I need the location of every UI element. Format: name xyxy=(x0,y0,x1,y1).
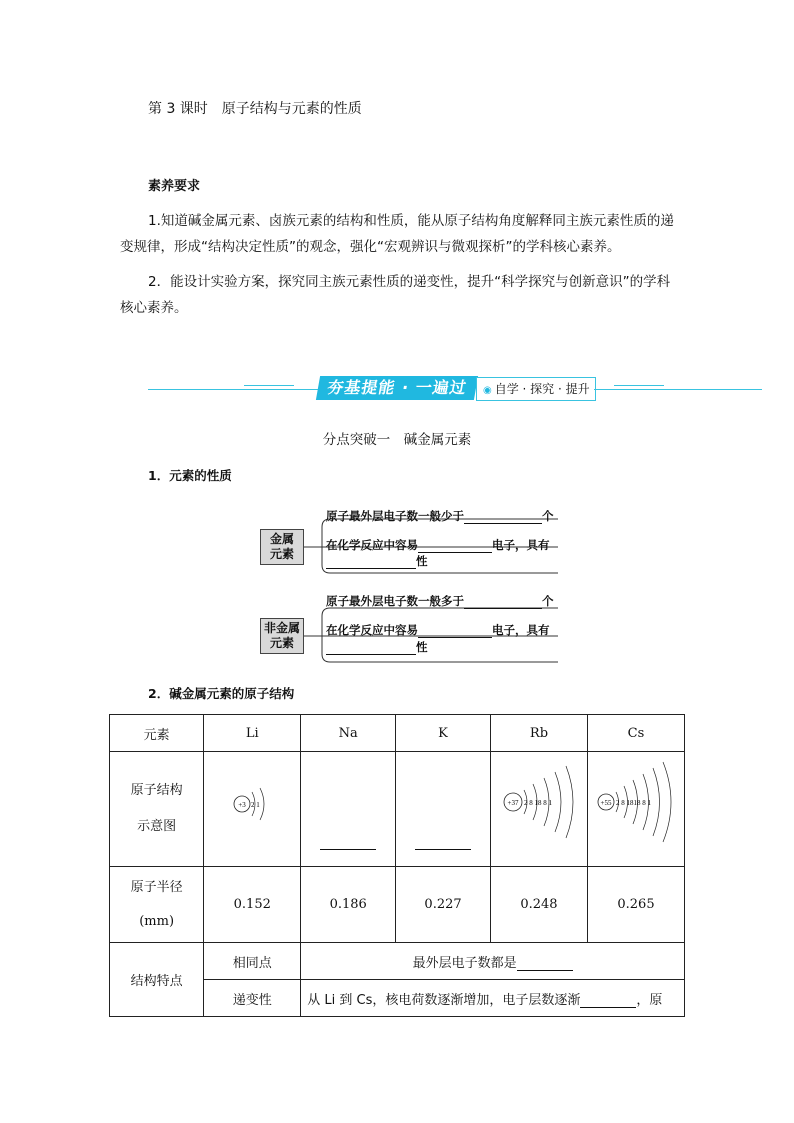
metal-line1-suffix: 个 xyxy=(542,509,554,523)
subheading-properties: 1．元素的性质 xyxy=(148,468,232,483)
structure-label xyxy=(110,752,204,867)
requirement-item-1: 1.知道碱金属元素、卤族元素的结构和性质，能从原子结构角度解释同主族元素性质的递变规律，形成“结构决定性质”的观念，强化“宏观辨识与微观探析”的学科核心素养。 xyxy=(120,213,674,255)
metal-element-box xyxy=(260,529,304,565)
header-li: Li xyxy=(204,715,301,752)
answer-blank[interactable] xyxy=(326,642,416,655)
trend-text-1: 从 Li 到 Cs，核电荷数逐渐增加，电子层数逐渐 xyxy=(307,992,581,1008)
same-text-cell xyxy=(301,943,685,980)
header-rb: Rb xyxy=(490,715,587,752)
banner-main-label: 夯基提能 · 一遍过 xyxy=(316,376,478,400)
metal-line-2 xyxy=(326,537,550,553)
metal-line-3 xyxy=(326,553,428,569)
li-atom-diagram xyxy=(204,752,300,862)
answer-blank[interactable] xyxy=(580,993,636,1008)
metal-line2-prefix: 在化学反应中容易 xyxy=(326,538,418,552)
answer-blank[interactable] xyxy=(326,556,416,569)
banner-sub-box xyxy=(476,377,596,401)
banner-sub-label: 自学 · 探究 · 提升 xyxy=(494,382,590,396)
table-row-same xyxy=(110,943,685,980)
nonmetal-line-2 xyxy=(326,622,550,638)
trend-text-cell xyxy=(301,980,685,1017)
answer-blank[interactable] xyxy=(418,625,492,638)
table-row-structure xyxy=(110,752,685,867)
metal-line-1 xyxy=(326,508,554,524)
radius-label-line1: 原子半径 xyxy=(130,879,183,895)
same-text: 最外层电子数都是 xyxy=(412,955,517,971)
header-na: Na xyxy=(301,715,396,752)
structure-label-line1: 原子结构 xyxy=(130,783,183,798)
header-element: 元素 xyxy=(110,715,204,752)
requirement-item-2: 2．能设计实验方案，探究同主族元素性质的递变性，提升“科学探究与创新意识”的学科核心素养。 xyxy=(120,274,671,316)
metal-line1-prefix: 原子最外层电子数一般少于 xyxy=(326,509,464,523)
rb-nucleus: +37 xyxy=(507,799,519,807)
alkali-structure-table xyxy=(109,714,685,1017)
nonmetal-label-line1: 非金属 xyxy=(263,621,300,635)
nonmetal-element-box xyxy=(260,618,304,654)
rb-atom-diagram xyxy=(491,752,587,862)
rb-shells: 2 8 18 8 1 xyxy=(523,799,552,807)
li-diagram-cell xyxy=(204,752,301,867)
trend-label: 递变性 xyxy=(204,980,301,1017)
radius-k: 0.227 xyxy=(396,867,491,943)
header-k: K xyxy=(396,715,491,752)
subheading-atomic-structure: 2．碱金属元素的原子结构 xyxy=(148,686,295,701)
li-shells: 2 1 xyxy=(251,801,260,809)
table-header-row xyxy=(110,715,685,752)
radius-label xyxy=(110,867,204,943)
radius-li: 0.152 xyxy=(204,867,301,943)
radius-label-line2: (mm) xyxy=(139,913,175,929)
nonmetal-line-1 xyxy=(326,593,554,609)
answer-blank[interactable] xyxy=(320,835,376,850)
answer-blank[interactable] xyxy=(418,540,492,553)
requirements-heading: 素养要求 xyxy=(148,179,201,194)
radius-na: 0.186 xyxy=(301,867,396,943)
banner-right-accent xyxy=(614,385,664,386)
banner-left-line xyxy=(148,389,318,390)
rb-diagram-cell xyxy=(490,752,587,867)
cs-diagram-cell xyxy=(587,752,684,867)
lesson-title: 第 3 课时 原子结构与元素的性质 xyxy=(148,101,362,117)
nonmetal-line1-suffix: 个 xyxy=(542,594,554,608)
nonmetal-line3-suffix: 性 xyxy=(416,640,428,654)
li-nucleus: +3 xyxy=(238,801,246,809)
answer-blank[interactable] xyxy=(464,511,542,524)
na-diagram-cell xyxy=(301,752,396,867)
table-row-radius xyxy=(110,867,685,943)
nonmetal-line1-prefix: 原子最外层电子数一般多于 xyxy=(326,594,464,608)
section-title: 分点突破一 碱金属元素 xyxy=(322,432,472,448)
banner-left-accent xyxy=(244,385,294,386)
nonmetal-line-3 xyxy=(326,639,428,655)
answer-blank[interactable] xyxy=(517,956,573,971)
same-label: 相同点 xyxy=(204,943,301,980)
radius-rb: 0.248 xyxy=(490,867,587,943)
answer-blank[interactable] xyxy=(464,596,542,609)
banner-right-line xyxy=(594,389,762,390)
nonmetal-line2-prefix: 在化学反应中容易 xyxy=(326,623,418,637)
trend-text-2: ，原 xyxy=(636,992,663,1008)
circle-dot-icon: ◉ xyxy=(483,385,492,396)
k-diagram-cell xyxy=(396,752,491,867)
feature-label: 结构特点 xyxy=(110,943,204,1017)
metal-label-line2: 元素 xyxy=(269,547,294,561)
cs-atom-diagram xyxy=(588,752,684,862)
answer-blank[interactable] xyxy=(415,835,471,850)
nonmetal-label-line2: 元素 xyxy=(269,636,294,650)
metal-line2-suffix: 电子，具有 xyxy=(492,538,550,552)
cs-shells: 2 8 1818 8 1 xyxy=(615,799,651,807)
radius-cs: 0.265 xyxy=(587,867,684,943)
header-cs: Cs xyxy=(587,715,684,752)
nonmetal-line2-suffix: 电子，具有 xyxy=(492,623,550,637)
metal-label-line1: 金属 xyxy=(269,532,294,546)
structure-label-line2: 示意图 xyxy=(137,819,177,834)
cs-nucleus: +55 xyxy=(600,799,612,807)
metal-line3-suffix: 性 xyxy=(416,554,428,568)
